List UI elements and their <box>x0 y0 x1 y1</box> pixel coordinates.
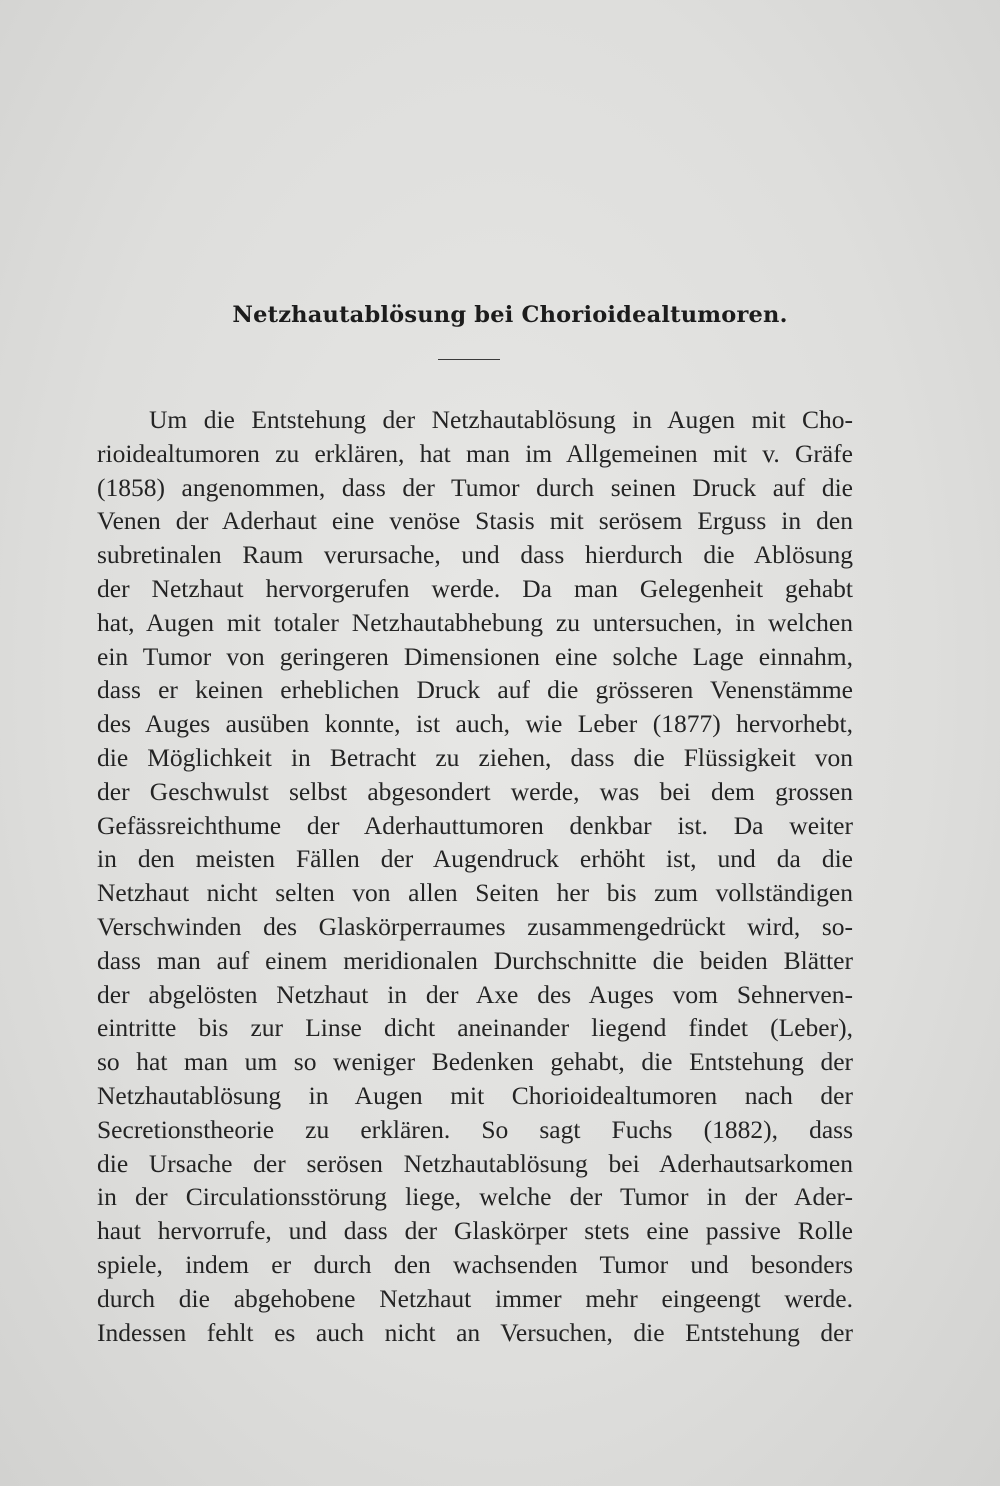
text-line: Netzhaut nicht selten von allen Seiten her bis zum vollständigen <box>97 878 853 908</box>
text-line: in den meisten Fällen der Augendruck erhöht ist, und da die <box>97 844 853 874</box>
text-line: eintritte bis zur Linse dicht aneinander liegend findet (Leber), <box>97 1013 853 1043</box>
text-line: spiele, indem er durch den wachsenden Tumor und besonders <box>97 1250 853 1279</box>
text-line: Secretionstheorie zu erklären. So sagt Fuchs (1882), dass <box>97 1114 853 1144</box>
section-heading: Netzhautablösung bei Chorioidealtumoren. <box>232 302 788 328</box>
text-line: des Auges ausüben konnte, ist auch, wie Leber (1877) hervorhebt, <box>97 709 853 739</box>
text-line: Verschwinden des Glaskörperraumes zusammengedrückt wird, so- <box>97 912 853 941</box>
text-line: der abgelösten Netzhaut in der Axe des Auges vom Sehnerven- <box>97 979 853 1009</box>
text-line: in der Circulationsstörung liege, welche der Tumor in der Ader- <box>97 1182 853 1212</box>
text-line: Um die Entstehung der Netzhautablösung in Augen mit Cho- <box>149 405 853 434</box>
text-line: die Möglichkeit in Betracht zu ziehen, dass die Flüssigkeit von <box>97 743 853 772</box>
heading-divider <box>438 359 500 360</box>
text-line: rioidealtumoren zu erklären, hat man im Allgemeinen mit v. Gräfe <box>97 438 853 468</box>
text-line: ein Tumor von geringeren Dimensionen eine solche Lage einnahm, <box>97 641 853 671</box>
text-line: der Netzhaut hervorgerufen werde. Da man Gelegenheit gehabt <box>97 574 853 603</box>
text-line: dass man auf einem meridionalen Durchschnitte die beiden Blätter <box>97 945 853 975</box>
text-line: haut hervorrufe, und dass der Glaskörper stets eine passive Rolle <box>97 1216 853 1246</box>
text-line: Indessen fehlt es auch nicht an Versuchen, die Entstehung der <box>97 1317 853 1347</box>
text-line: durch die abgehobene Netzhaut immer mehr eingeengt werde. <box>97 1283 853 1313</box>
text-line: so hat man um so weniger Bedenken gehabt, die Entstehung der <box>97 1047 853 1077</box>
text-line: (1858) angenommen, dass der Tumor durch seinen Druck auf die <box>97 472 853 502</box>
text-line: der Geschwulst selbst abgesondert werde, was bei dem grossen <box>97 776 853 806</box>
text-line: subretinalen Raum verursache, und dass hierdurch die Ablösung <box>97 540 853 570</box>
text-line: dass er keinen erheblichen Druck auf die grösseren Venenstämme <box>97 675 853 705</box>
text-line: Netzhautablösung in Augen mit Chorioidealtumoren nach der <box>97 1081 853 1110</box>
text-line: Venen der Aderhaut eine venöse Stasis mit serösem Erguss in den <box>97 506 853 536</box>
text-line: die Ursache der serösen Netzhautablösung bei Aderhautsarkomen <box>97 1148 853 1178</box>
text-line: hat, Augen mit totaler Netzhautabhebung zu untersuchen, in welchen <box>97 607 853 637</box>
text-line: Gefässreichthume der Aderhauttumoren denkbar ist. Da weiter <box>97 810 853 840</box>
